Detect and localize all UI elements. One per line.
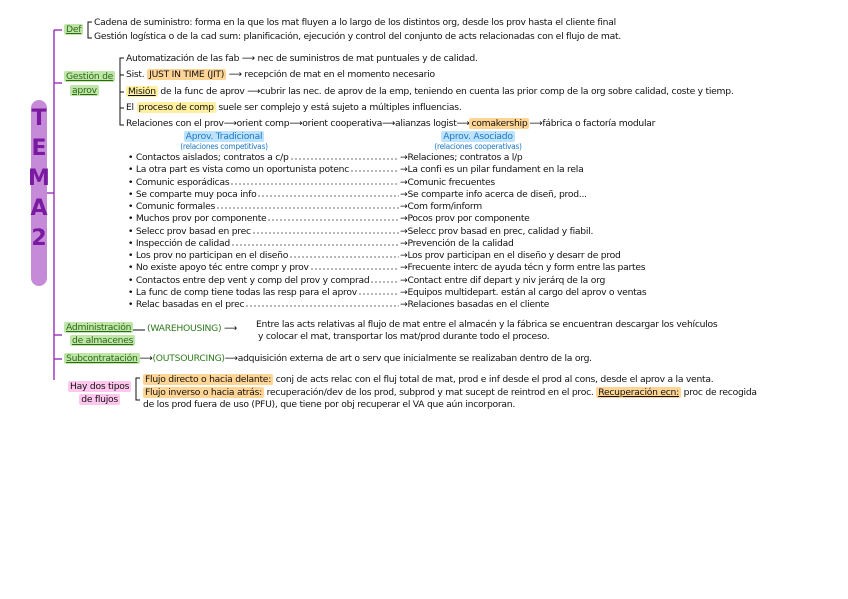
arrow-right-icon: ⟶ <box>241 53 255 64</box>
traditional-item: • Inspección de calidad <box>128 237 230 249</box>
title-letter: E <box>31 136 47 161</box>
def-term-logistics: Gestión logística o de la cad sum: <box>94 31 241 42</box>
title-letter: A <box>30 196 48 221</box>
arrow-right-icon: ⟶ <box>289 118 303 129</box>
gestion-label: Gestión de aprov <box>66 71 114 96</box>
arrow-right-icon: → <box>400 201 408 212</box>
def-line-1 <box>94 17 616 28</box>
arrow-right-icon: ⟶ <box>139 353 153 364</box>
arrow-right-icon: → <box>400 164 408 176</box>
arrow-right-icon: → <box>400 262 408 274</box>
comakership-highlight: comakership <box>471 118 528 129</box>
bullet-icon: • <box>128 225 136 237</box>
arrow-right-icon: ⟶ <box>529 118 543 129</box>
arrow-right-icon: → <box>400 299 408 310</box>
title-letter: 2 <box>31 226 47 251</box>
arrow-right-icon: → <box>400 250 408 261</box>
bullet-icon: • <box>128 299 136 310</box>
associated-item: →Contact entre dif depart y niv jerárq de la org <box>400 274 606 286</box>
associated-item: →La confi es un pilar fundament en la rela <box>400 164 584 176</box>
traditional-item: • Contactos entre dep vent y comp del prov y comprad <box>128 274 370 286</box>
arrow-right-icon: ⟶ <box>247 86 261 97</box>
traditional-item: • Los prov no participan en el diseño <box>128 250 289 261</box>
arrow-right-icon: → <box>400 286 408 298</box>
almacenes-tag: (WAREHOUSING) ⟶ <box>147 323 237 334</box>
arrow-right-icon: → <box>400 152 408 163</box>
bullet-icon: • <box>128 237 136 249</box>
mision-highlight: Misión <box>128 86 156 97</box>
traditional-item: • Muchos prov por componente <box>128 213 267 225</box>
associated-item: →Relaciones basadas en el cliente <box>400 299 550 310</box>
associated-item: →Pocos prov por componente <box>400 213 530 225</box>
associated-item: →Comunic frecuentes <box>400 176 495 188</box>
arrow-right-icon: → <box>400 176 408 188</box>
bullet-icon: • <box>128 188 136 200</box>
bullet-icon: • <box>128 262 136 274</box>
traditional-item: • No existe apoyo téc entre compr y prov <box>128 262 309 274</box>
subcontratacion-row <box>64 353 592 364</box>
bullet-icon: • <box>128 286 136 298</box>
traditional-item: • Comunic formales <box>128 201 216 212</box>
subcontratacion-label: Subcontratación <box>66 353 138 364</box>
associated-item: →Se comparte info acerca de diseñ, prod... <box>400 188 587 200</box>
flujo-inverso-line-2: de los prod fuera de uso (PFU), que tiene por obj recuperar el VA que aún incorporan. <box>143 399 516 410</box>
bullet-icon: • <box>128 274 136 286</box>
traditional-header: Aprov. Tradicional (relaciones competitivas) <box>180 131 268 151</box>
bullet-icon: • <box>128 201 136 212</box>
traditional-item: • Relac basadas en el prec <box>128 299 245 310</box>
almacenes-text: Entre las acts relativas al flujo de mat entre el almacén y la fábrica se encuentran descargar los vehículos y colocar el mat, transportar los mat/prod durante todo el proceso. <box>256 319 718 342</box>
bullet-icon: • <box>128 176 136 188</box>
associated-header: Aprov. Asociado (relaciones cooperativas) <box>434 131 522 151</box>
associated-item: →Equipos multidepart. están al cargo del aprov o ventas <box>400 286 647 298</box>
almacenes-label: Administración de almacenes <box>66 322 134 346</box>
arrow-right-icon: → <box>400 213 408 225</box>
gestion-item-mision: Misión de la func de aprov ⟶cubrir las nec. de aprov de la emp, teniendo en cuenta las prior comp de la org sobre calidad, coste y tiemp. <box>128 86 734 97</box>
associated-item: →Selecc prov basad en prec, calidad y fiabil. <box>400 225 594 237</box>
arrow-right-icon: → <box>400 188 408 200</box>
outsourcing-tag: (OUTSOURCING) <box>152 353 225 364</box>
flujo-inverso-highlight: Flujo inverso o hacia atrás: <box>145 387 262 398</box>
traditional-item: • Contactos aislados; contratos a c/p <box>128 152 289 163</box>
traditional-item: • La func de comp tiene todas las resp para el aprov <box>128 286 357 298</box>
associated-item: →Prevención de la calidad <box>400 237 514 249</box>
bullet-icon: • <box>128 250 136 261</box>
arrow-right-icon: → <box>400 225 408 237</box>
jit-highlight: JUST IN TIME (JIT) <box>149 69 225 80</box>
traditional-item: • Se comparte muy poca info <box>128 188 257 200</box>
gestion-item-proceso: El proceso de comp suele ser complejo y está sujeto a múltiples influencias. <box>126 102 462 113</box>
associated-item: →Relaciones; contratos a l/p <box>400 152 523 163</box>
flujo-directo-highlight: Flujo directo o hacia delante: <box>145 374 272 385</box>
arrow-right-icon: ⟶ <box>224 353 238 364</box>
gestion-item-relaciones: Relaciones con el prov⟶orient comp⟶orient cooperativa⟶alianzas logist⟶ comakership ⟶fábrica o factoría modular <box>126 118 656 129</box>
arrow-right-icon: → <box>400 237 408 249</box>
recuperacion-highlight: Recuperación ecn: <box>598 387 679 398</box>
bullet-icon: • <box>128 213 136 225</box>
traditional-item: • Selecc prov basad en prec <box>128 225 251 237</box>
bullet-icon: • <box>128 164 136 176</box>
associated-item: →Los prov participan en el diseño y desarr de prod <box>400 250 621 261</box>
arrow-right-icon: ⟶ <box>224 323 237 334</box>
flujo-directo: Flujo directo o hacia delante: conj de acts relac con el fluj total de mat, prod e inf desde el prod al cons, desde el aprov a la venta. <box>145 374 714 385</box>
proceso-highlight: proceso de comp <box>138 102 214 113</box>
gestion-item-automatizacion: Automatización de las fab ⟶ nec de suministros de mat puntuales y de calidad. <box>126 53 478 64</box>
def-line-2 <box>94 31 621 42</box>
title-letter: T <box>31 106 47 131</box>
def-label: Def <box>66 24 82 35</box>
gestion-item-jit: Sist. JUST IN TIME (JIT) ⟶ recepción de mat en el momento necesario <box>126 69 435 80</box>
flujos-label: Hay dos tipos de flujos <box>70 381 130 405</box>
arrow-right-icon: ⟶ <box>223 118 237 129</box>
associated-item: →Com form/inform <box>400 201 482 212</box>
flujo-inverso: Flujo inverso o hacia atrás: recuperación/dev de los prod, subprod y mat sucept de reintrod en el proc. Recuperación ecn: proc de recogida <box>145 387 757 398</box>
def-term-supply-chain: Cadena de suministro: <box>94 17 193 28</box>
arrow-right-icon: → <box>400 274 408 286</box>
subcontratacion-text: adquisición externa de art o serv que inicialmente se realizaban dentro de la org. <box>237 353 592 364</box>
def-text: forma en la que los mat fluyen a lo largo de los distintos org, desde los prov hasta el cliente final <box>192 17 616 28</box>
def-text: planificación, ejecución y control del conjunto de acts relacionadas con el flujo de mat. <box>240 31 622 42</box>
title-letter: M <box>28 166 50 191</box>
vertical-title <box>28 104 50 254</box>
arrow-right-icon: ⟶ <box>228 69 242 80</box>
bullet-icon: • <box>128 152 136 163</box>
traditional-item: • Comunic esporádicas <box>128 176 230 188</box>
arrow-right-icon: ⟶ <box>382 118 396 129</box>
traditional-item: • La otra part es vista como un oportunista potenc <box>128 164 350 176</box>
associated-item: →Frecuente interc de ayuda técn y form entre las partes <box>400 262 646 274</box>
arrow-right-icon: ⟶ <box>456 118 470 129</box>
